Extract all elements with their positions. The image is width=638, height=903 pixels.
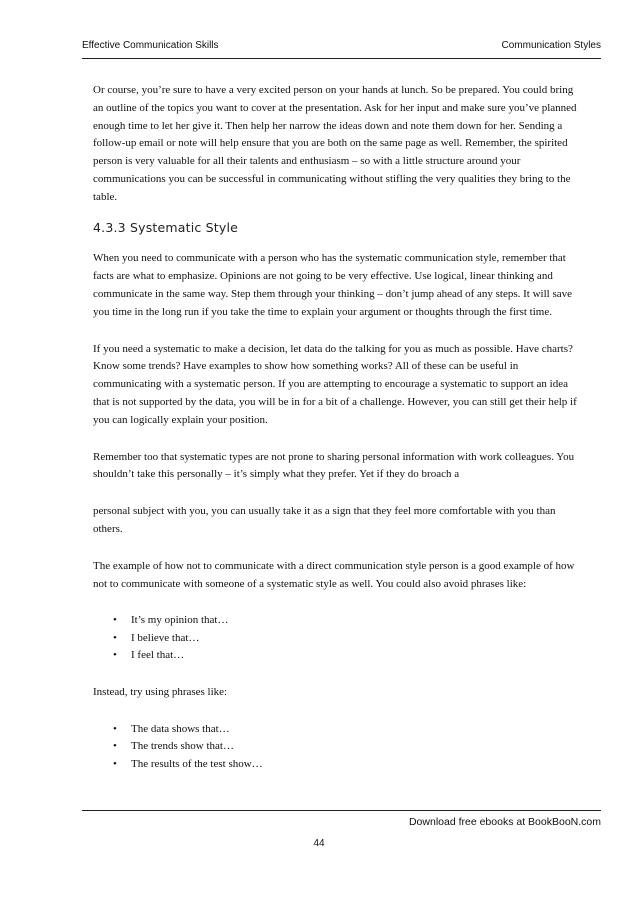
- list-item: [113, 647, 583, 665]
- paragraph-spacer: [93, 665, 583, 684]
- running-header: [82, 40, 601, 56]
- list-item: [113, 721, 583, 739]
- paragraph-5: personal subject with you, you can usually take it as a sign that they feel more comfortable with you than others.: [93, 505, 556, 535]
- page-body: [93, 82, 583, 773]
- paragraph-spacer: [93, 322, 583, 341]
- chapter-title: Communication Styles: [501, 40, 601, 51]
- paragraph-spacer: [93, 539, 583, 558]
- paragraph-6: The example of how not to communicate with a direct communication style person is a good example of how not to communicate with someone of a systematic style as well. You could also avoid phrases like:: [93, 559, 575, 590]
- paragraph-3: If you need a systematic to make a decision, let data do the talking for you as much as possible. Have charts? Know some trends? Have examples to show how something works? All of these can be useful in communicating with a systematic person. If you are attempting to encourage a systematic to support an idea that is not supported by the data, you will be in for a bit of a challenge. However, you can still get their help if you can logically explain your position.: [93, 342, 577, 426]
- paragraph-spacer: [93, 484, 583, 503]
- list-item-text: It’s my opinion that…: [131, 614, 229, 627]
- header-divider: [82, 58, 601, 59]
- book-title: Effective Communication Skills: [82, 40, 219, 51]
- bullet-icon: •: [113, 649, 117, 662]
- paragraph-spacer: [93, 430, 583, 449]
- avoid-phrases-list: [93, 612, 583, 665]
- list-item-text: The data shows that…: [131, 722, 230, 735]
- section-heading: 4.3.3 Systematic Style: [93, 219, 239, 235]
- paragraph-1: Or course, you’re sure to have a very excited person on your hands at lunch. So be prepared. You could bring an outline of the topics you want to cover at the presentation. Ask for her input and make sure you’ve planned enough time to let her give it. Then help her narrow the ideas down and note them down for her. Sending a follow-up email or note will help ensure that you are both on the same page as well. Remember, the spirited person is very valuable for all their talents and enthusiasm – so with a little structure around your communications you can be successful in communicating without stifling the very qualities they bring to the table.: [93, 84, 577, 203]
- paragraph-2: When you need to communicate with a person who has the systematic communication style, remember that facts are what to emphasize. Opinions are not going to be very effective. Use logical, linear thinking and communicate in the same way. Step them through your thinking – don’t jump ahead of any steps. It will save you time in the long run if you take the time to explain your argument or thoughts through the first time.: [93, 252, 573, 318]
- paragraph-spacer: [93, 593, 583, 612]
- list-item: [113, 756, 583, 774]
- list-item: [113, 630, 583, 648]
- bullet-icon: •: [113, 631, 117, 644]
- paragraph-4: Remember too that systematic types are not prone to sharing personal information with work colleagues. You shouldn’t take this personally – it’s simply what they prefer. Yet if they do broach a: [93, 450, 575, 481]
- footer-divider: [82, 810, 601, 811]
- list-item-text: The trends show that…: [131, 740, 234, 753]
- instead-paragraph: Instead, try using phrases like:: [93, 685, 228, 698]
- list-item-text: I believe that…: [131, 631, 200, 644]
- list-item: [113, 612, 583, 630]
- list-item-text: I feel that…: [131, 649, 185, 662]
- list-item: [113, 738, 583, 756]
- list-item-text: The results of the test show…: [131, 757, 263, 770]
- paragraph-spacer: [93, 702, 583, 721]
- bullet-icon: •: [113, 757, 117, 770]
- page-number: 44: [313, 838, 325, 849]
- download-link[interactable]: Download free ebooks at BookBooN.com: [408, 816, 601, 828]
- bullet-icon: •: [113, 740, 117, 753]
- bullet-icon: •: [113, 614, 117, 627]
- use-phrases-list: [93, 721, 583, 774]
- bullet-icon: •: [113, 722, 117, 735]
